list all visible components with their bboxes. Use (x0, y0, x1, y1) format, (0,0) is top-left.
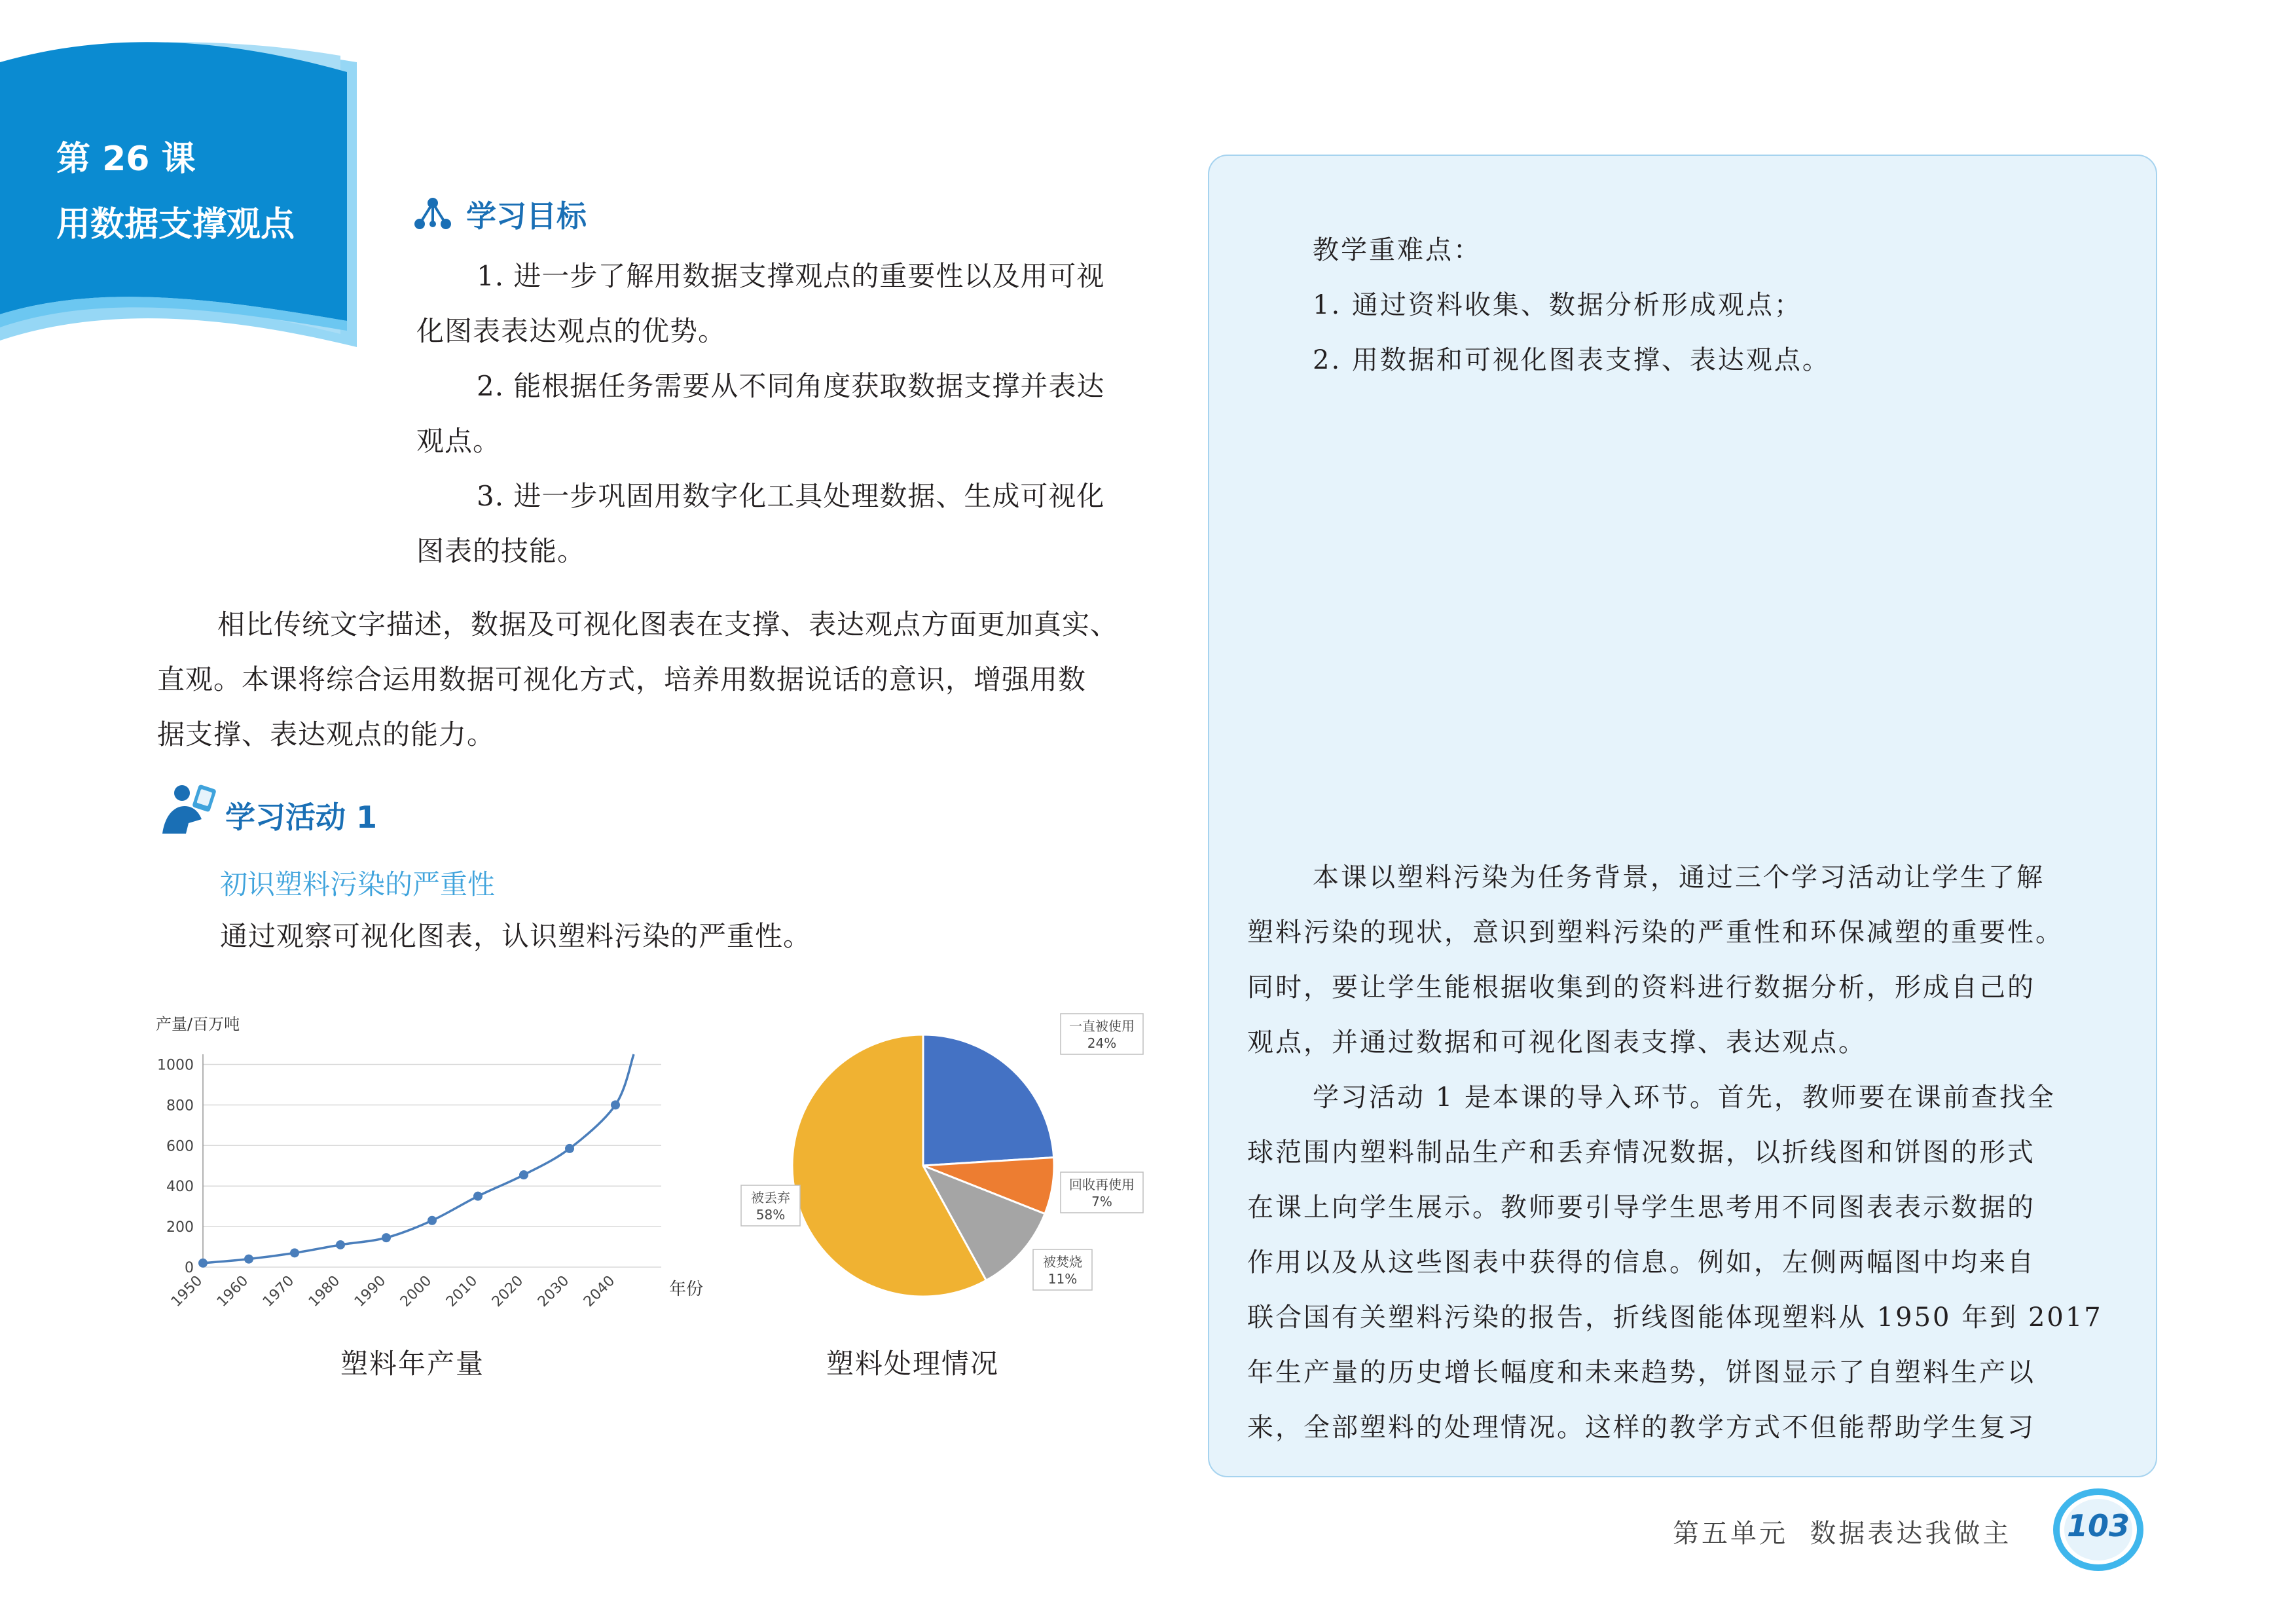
intro-paragraph: 相比传统文字描述，数据及可视化图表在支撑、表达观点方面更加真实、 直观。本课将综合运用数据可视化方式，培养用数据说话的意识，增强用数 据支撑、表达观点的能力。 (157, 608, 1119, 750)
page-number: 103 (2066, 1508, 2130, 1543)
y-tick-label: 400 (166, 1179, 194, 1196)
data-point (336, 1240, 345, 1249)
objectives-list (416, 249, 1163, 579)
x-tick-label: 1960 (213, 1272, 252, 1310)
data-point (519, 1170, 528, 1179)
pie-label-value: 11% (1048, 1271, 1078, 1287)
x-tick-label: 2020 (488, 1272, 527, 1310)
objective-item: 2. 能根据任务需要从不同角度获取数据支撑并表达 观点。 (416, 370, 1105, 457)
data-point (473, 1192, 483, 1201)
pie-label-name: 回收再使用 (1069, 1177, 1135, 1192)
pie-label-value: 24% (1087, 1035, 1117, 1051)
student-icon (156, 783, 219, 835)
y-tick-label: 800 (166, 1098, 194, 1115)
lesson-title: 用数据支撑观点 (56, 205, 295, 244)
activity-subheading: 初识塑料污染的严重性 (220, 868, 496, 900)
data-point (290, 1248, 299, 1257)
notes-heading: 教学重难点： (1313, 235, 1482, 265)
objective-item: 1. 进一步了解用数据支撑观点的重要性以及用可视 化图表表达观点的优势。 (416, 260, 1105, 347)
pie-chart (733, 1008, 1178, 1323)
line-chart-title: 塑料年产量 (340, 1348, 485, 1380)
pie-label-name: 被丢弃 (751, 1190, 790, 1206)
pie-chart-title: 塑料处理情况 (826, 1348, 1000, 1380)
notes-point: 2. 用数据和可视化图表支撑、表达观点。 (1313, 345, 1831, 375)
notes-point: 1. 通过资料收集、数据分析形成观点； (1313, 290, 1802, 320)
x-tick-label: 2000 (397, 1272, 435, 1310)
x-axis-label: 年份 (669, 1280, 704, 1299)
pie-label-value: 7% (1091, 1194, 1112, 1209)
pie-label-name: 被焚烧 (1043, 1254, 1082, 1270)
notes-body: 本课以塑料污染为任务背景，通过三个学习活动让学生了解 塑料污染的现状，意识到塑料污染的严重性和环保减塑的重要性。 同时，要让学生能根据收集到的资料进行数据分析，形成自己的 观点，并通过数据和可视化图表支撑、表达观点。 学习活动 1 是本课的导入环节。首先，教师要在课前查找全 球范围内塑料制品生产和丢弃情况数据，以折线图和饼图的形式 在课上向学生展示。教师要引导学生思考用不同图表表示数据的 作用以及从这些图表中获得的信息。例如，左侧两幅图中均来自 联合国有关塑料污染的报告，折线图能体现塑料从 1950 年到 2017 年生产量的历史增长幅度和未来趋势，饼图显示了自塑料生产以 来，全部塑料的处理情况。这样的教学方式不但能帮助学生复习 (1247, 862, 2103, 1443)
pie-label-name: 一直被使用 (1069, 1018, 1135, 1034)
lesson-number: 第 26 课 (56, 139, 196, 179)
y-axis-label: 产量/百万吨 (156, 1015, 240, 1033)
data-point (565, 1144, 574, 1153)
pie-data-label (1061, 1014, 1143, 1054)
x-tick-label: 2010 (443, 1272, 481, 1310)
data-point (244, 1255, 253, 1264)
objectives-heading: 学习目标 (466, 198, 587, 234)
line-chart (144, 1002, 733, 1349)
data-point (198, 1259, 208, 1268)
series-line (203, 1054, 634, 1263)
x-tick-label: 1990 (351, 1272, 390, 1310)
activity-text: 通过观察可视化图表，认识塑料污染的严重性。 (220, 920, 812, 952)
y-tick-label: 0 (185, 1260, 194, 1276)
activity-heading: 学习活动 1 (225, 800, 378, 835)
lesson-banner (0, 0, 393, 380)
x-tick-label: 2040 (580, 1272, 619, 1310)
data-point (428, 1216, 437, 1225)
pie-data-label (1061, 1172, 1143, 1213)
objective-item: 3. 进一步巩固用数字化工具处理数据、生成可视化 图表的技能。 (416, 480, 1105, 567)
network-icon (414, 196, 452, 231)
data-point (611, 1100, 620, 1109)
data-point (382, 1233, 391, 1242)
x-tick-label: 1970 (259, 1272, 298, 1310)
x-tick-label: 2030 (534, 1272, 573, 1310)
y-tick-label: 200 (166, 1219, 194, 1236)
pie-label-value: 58% (756, 1207, 786, 1223)
footer-unit-title: 第五单元 数据表达我做主 (1673, 1519, 2012, 1549)
pie-data-label (741, 1185, 800, 1226)
y-tick-label: 1000 (157, 1057, 194, 1074)
x-tick-label: 1950 (168, 1272, 206, 1310)
pie-data-label (1033, 1249, 1092, 1290)
pie-slice (923, 1035, 1054, 1166)
x-tick-label: 1980 (305, 1272, 344, 1310)
y-tick-label: 600 (166, 1138, 194, 1155)
